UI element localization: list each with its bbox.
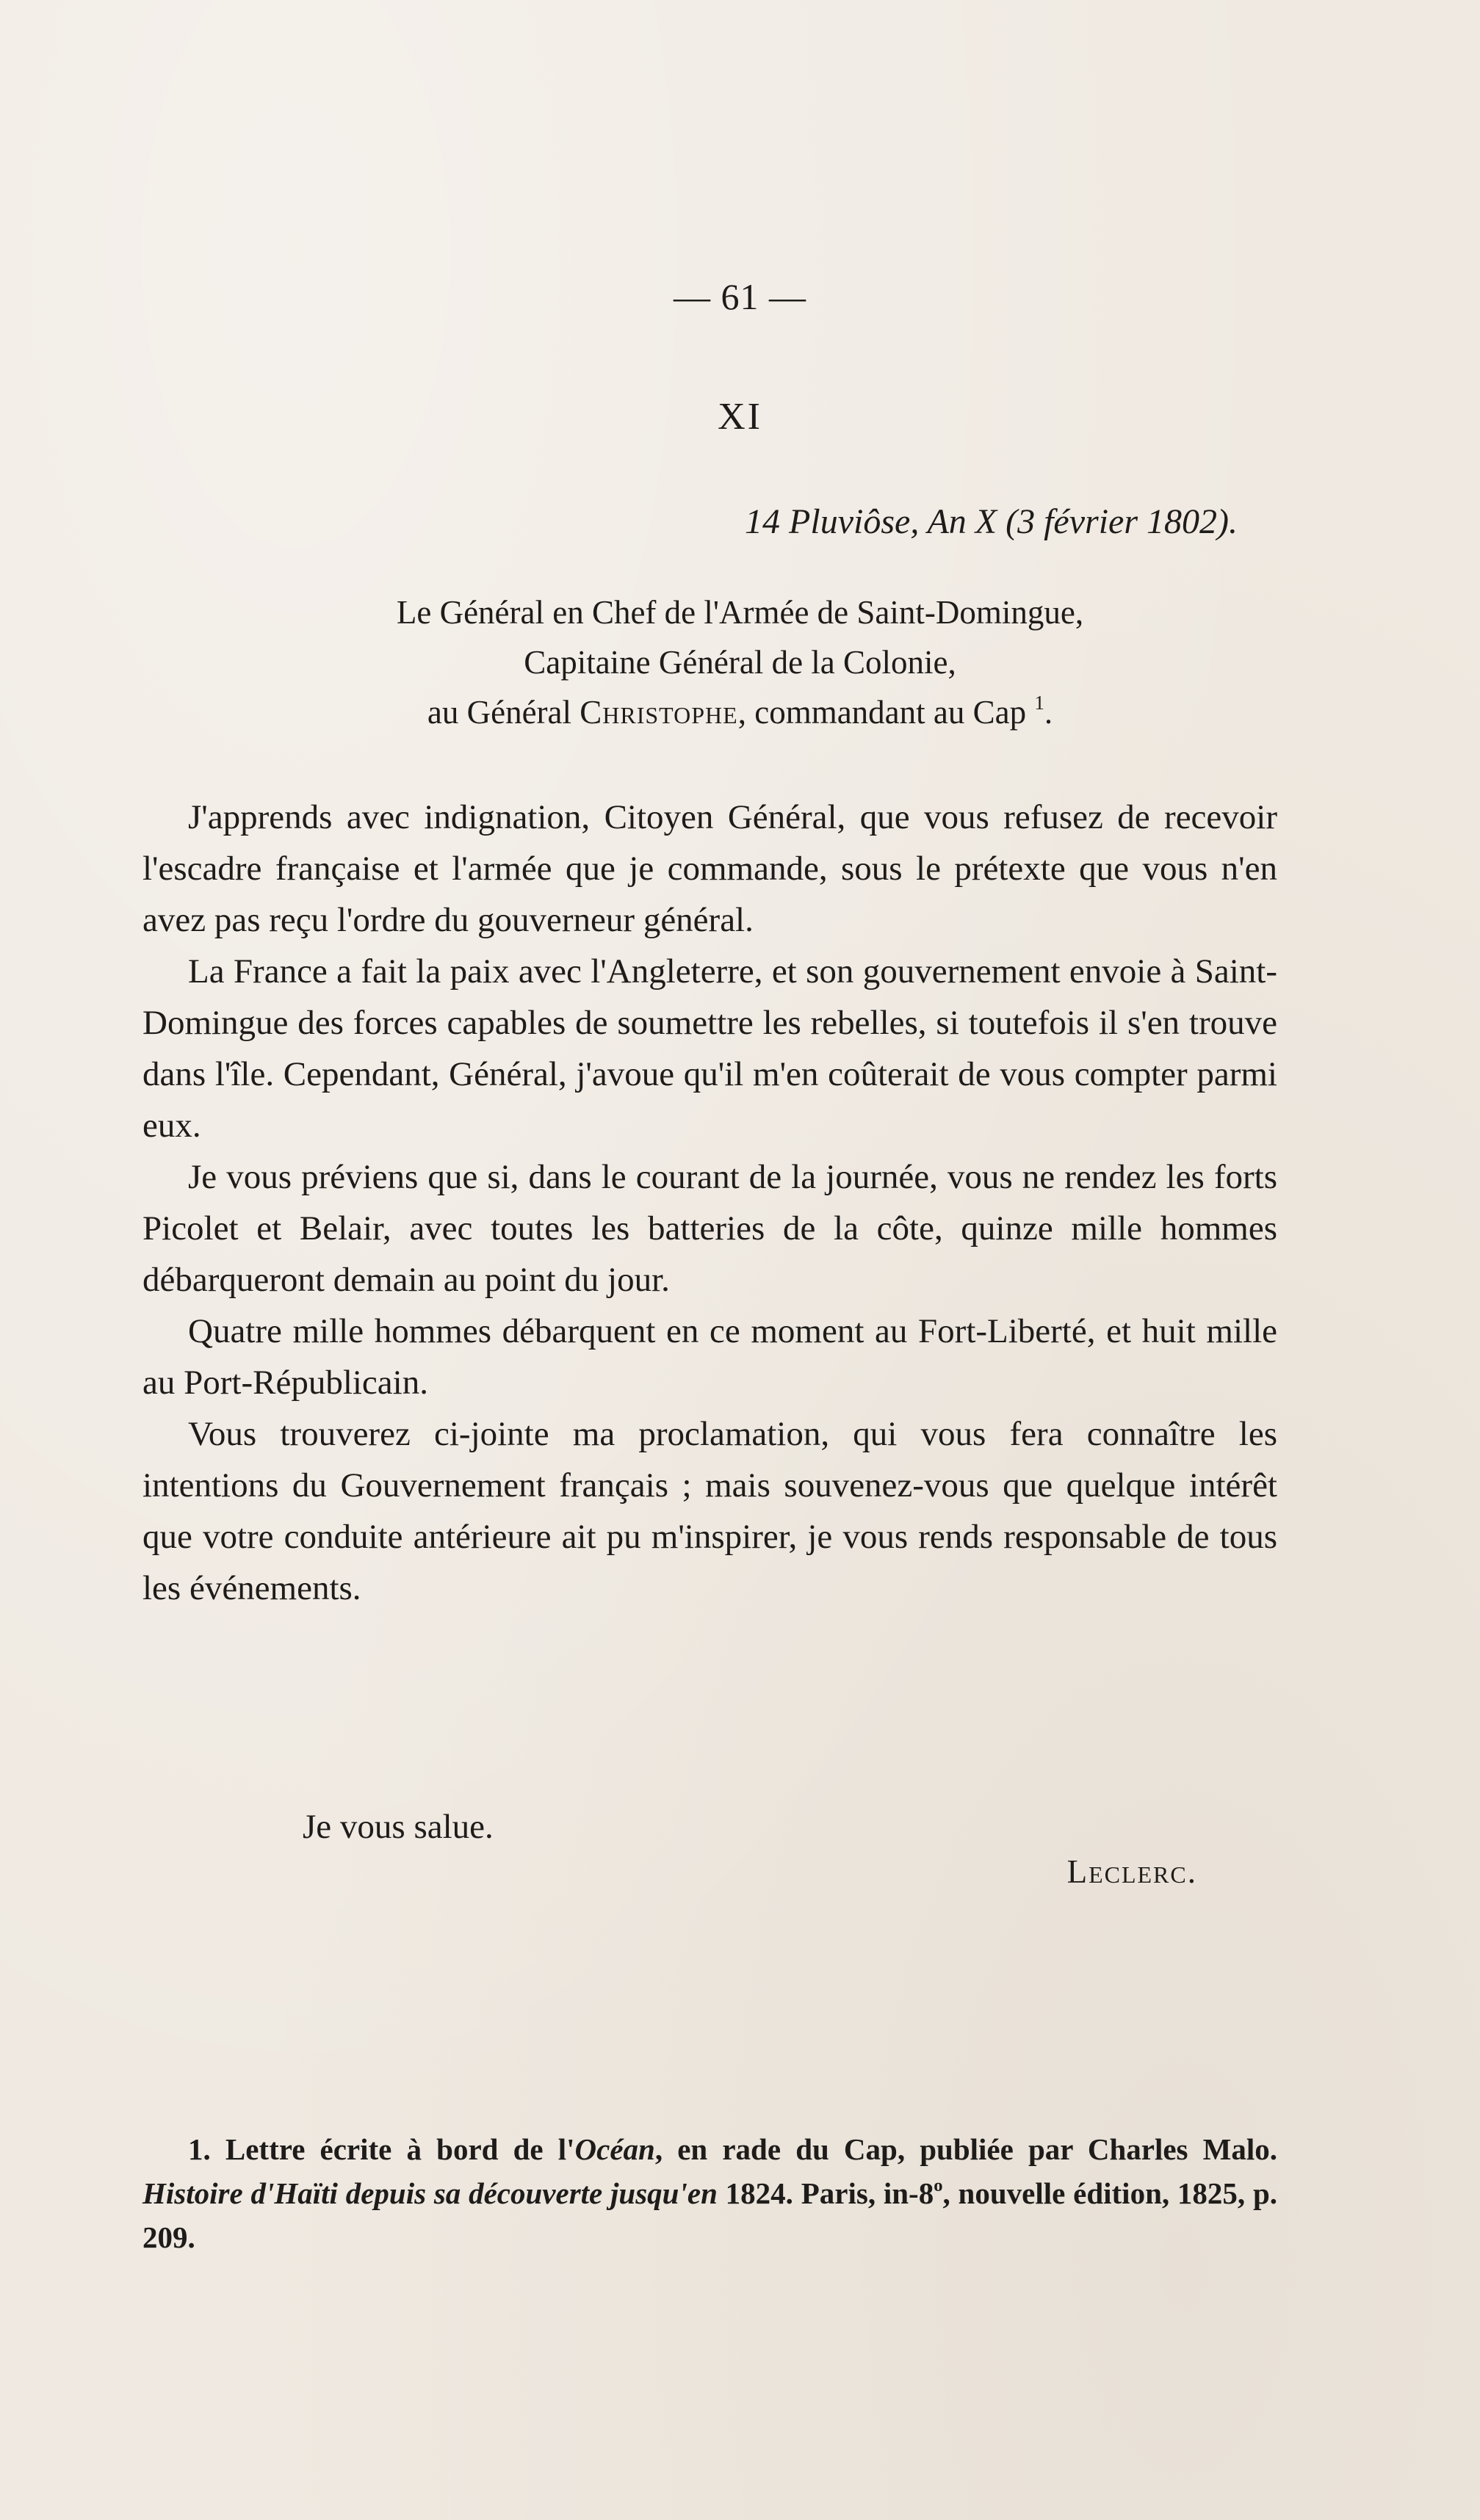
letter-paragraph: Vous trouverez ci-jointe ma proclamation, qui vous fera connaître les intentions du Gouvernement français ; mais souvenez-vous que quelque intérêt que votre conduite antérieure ait pu m'inspirer, je vous rends responsable de tous les événements.	[142, 1415, 1277, 1607]
footnote-ref: 1	[1034, 692, 1044, 714]
footnote-part-3: 1824. Paris, in-8	[717, 2176, 934, 2210]
addressee-line-2: Capitaine Général de la Colonie,	[524, 644, 956, 681]
addressee-prefix: au Général	[427, 694, 580, 731]
letter-paragraph: La France a fait la paix avec l'Angleterre, et son gouvernement envoie à Saint-Domingue des forces capables de soumettre les rebelles, si toutefois il s'en trouve dans l'île. Cependant, Général, j'avoue qu'il m'en coûterait de vous compter parmi eux.	[142, 952, 1277, 1145]
addressee-line-3	[0, 687, 1480, 737]
letter-signature: Leclerc.	[1066, 1853, 1197, 1890]
addressee-suffix: , commandant au Cap	[737, 694, 1027, 731]
footnote-part-4: , nouvelle édition, 1825, p. 209.	[142, 2176, 1278, 2254]
footnote-part-2: , en rade du Cap, publiée par Charles Malo.	[654, 2132, 1277, 2166]
page-number: — 61 —	[674, 276, 806, 317]
letter-closing: Je vous salue.	[303, 1808, 494, 1846]
footnote-degree: o	[934, 2175, 943, 2195]
footnote-part-1: 1. Lettre écrite à bord de l'	[188, 2132, 575, 2166]
chapter-number: XI	[718, 396, 762, 438]
footnote-text	[142, 2127, 1277, 2259]
letter-body	[142, 792, 1277, 1614]
addressee-line-1: Le Général en Chef de l'Armée de Saint-Domingue,	[396, 594, 1084, 631]
addressee-name: Christophe	[580, 694, 738, 731]
addressee-block	[0, 587, 1480, 737]
addressee-end: .	[1044, 694, 1053, 731]
dateline: 14 Pluviôse, An X (3 février 1802).	[745, 502, 1238, 541]
letter-paragraph: Je vous préviens que si, dans le courant de la journée, vous ne rendez les forts Picolet et Belair, avec toutes les batteries de la côte, quinze mille hommes débarqueront demain au point du jour.	[142, 1158, 1277, 1299]
footnote-ship: Océan	[574, 2132, 655, 2166]
letter-paragraph: Quatre mille hommes débarquent en ce moment au Fort-Liberté, et huit mille au Port-Républicain.	[142, 1312, 1277, 1402]
footnote-title: Histoire d'Haïti depuis sa découverte jusqu'en	[142, 2176, 718, 2210]
letter-paragraph: J'apprends avec indignation, Citoyen Général, que vous refusez de recevoir l'escadre française et l'armée que je commande, sous le prétexte que vous n'en avez pas reçu l'ordre du gouverneur général.	[142, 798, 1277, 939]
footnote	[142, 2127, 1277, 2259]
